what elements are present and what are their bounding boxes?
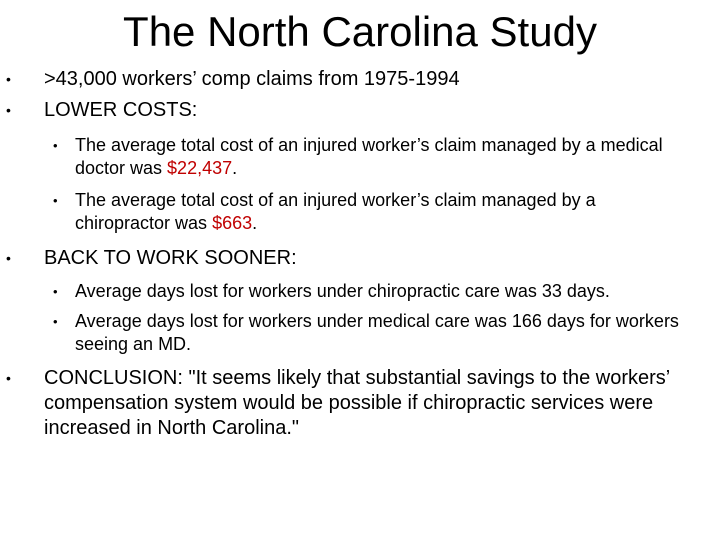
chiro-cost-period: . — [252, 213, 258, 233]
sub-bullet-text-chiro-days: Average days lost for workers under chiropractic care was 33 days. — [75, 281, 610, 301]
md-cost-period: . — [232, 158, 238, 178]
bullet-text-back-to-work: BACK TO WORK SOONER: — [44, 247, 297, 269]
sub-bullet-marker: • — [53, 284, 58, 299]
chiro-cost-value: $663 — [212, 213, 253, 233]
md-cost-text: The average total cost of an injured worker’s claim managed by a medical doctor was — [75, 135, 663, 178]
bullet-text-conclusion: CONCLUSION: "It seems likely that substantial savings to the workers’ compensation system would be possible if chiropractic services were increased in North Carolina." — [44, 367, 670, 439]
slide-title: The North Carolina Study — [123, 8, 597, 55]
sub-bullet-text-md-cost — [75, 134, 695, 180]
bullet-marker: • — [6, 102, 11, 118]
sub-bullet-marker: • — [53, 138, 58, 153]
bullet-text-claims: >43,000 workers’ comp claims from 1975-1994 — [44, 68, 460, 90]
chiro-cost-text: The average total cost of an injured worker’s claim managed by a chiropractor was — [75, 190, 596, 233]
bullet-text-lower-costs: LOWER COSTS: — [44, 99, 198, 121]
sub-bullet-text-md-days: Average days lost for workers under medical care was 166 days for workers seeing an MD. — [75, 311, 679, 354]
sub-bullet-marker: • — [53, 193, 58, 208]
bullet-marker: • — [6, 71, 11, 87]
bullet-marker: • — [6, 250, 11, 266]
md-cost-value: $22,437 — [167, 158, 233, 178]
sub-bullet-marker: • — [53, 314, 58, 329]
bullet-marker: • — [6, 370, 11, 386]
sub-bullet-text-chiro-cost — [75, 189, 695, 235]
